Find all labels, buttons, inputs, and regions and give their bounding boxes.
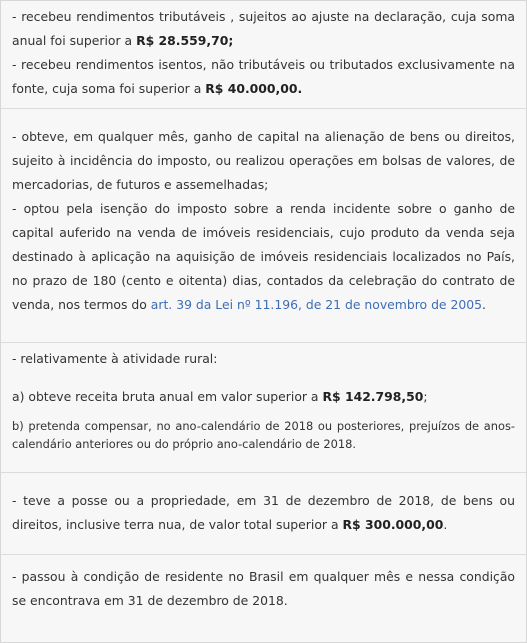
criterion-taxable-income xyxy=(12,5,515,53)
criterion-row-capital-gain xyxy=(1,125,526,343)
criterion-text: - teve a posse ou a propriedade, em 31 de dezembro de 2018, de bens ou direitos, inclusive terra nua, de valor total superior a xyxy=(12,493,515,532)
criterion-rural-a xyxy=(12,385,515,409)
criterion-text: a) obteve receita bruta anual em valor superior a xyxy=(12,389,323,404)
criterion-rural-b: b) pretenda compensar, no ano-calendário de 2018 ou posteriores, prejuízos de anos-calendário anteriores ou do próprio ano-calendário de 2018. xyxy=(12,419,515,451)
criterion-assets xyxy=(12,489,515,537)
criterion-row-rural xyxy=(1,347,526,473)
criterion-text: - recebeu rendimentos isentos, não tributáveis ou tributados exclusivamente na fonte, cuja soma foi superior a xyxy=(12,57,515,96)
criterion-text: - optou pela isenção do imposto sobre a renda incidente sobre o ganho de capital auferido na venda de imóveis residenciais, cujo produto da venda seja destinado à aplicação na aquisição de imóveis residenciais localizados no País, no prazo de 180 (cento e oitenta) dias, contados da celebração do contrato de venda, nos termos do xyxy=(12,201,515,312)
criterion-rural-heading: - relativamente à atividade rural: xyxy=(12,351,218,366)
criterion-row-residency xyxy=(1,565,526,641)
criterion-value: R$ 300.000,00 xyxy=(342,517,444,532)
criterion-row-income xyxy=(1,5,526,109)
criterion-row-assets xyxy=(1,489,526,555)
criterion-residency: - passou à condição de residente no Brasil em qualquer mês e nessa condição se encontrava em 31 de dezembro de 2018. xyxy=(12,569,515,608)
law-reference-link[interactable]: art. 39 da Lei nº 11.196, de 21 de novembro de 2005 xyxy=(150,297,483,312)
criterion-value: R$ 28.559,70; xyxy=(136,33,234,48)
criterion-capital-gain: - obteve, em qualquer mês, ganho de capital na alienação de bens ou direitos, sujeito à incidência do imposto, ou realizou operações em bolsas de valores, de mercadorias, de futuros e assemelhadas; xyxy=(12,129,515,192)
criterion-value: R$ 40.000,00. xyxy=(205,81,303,96)
criterion-end: ; xyxy=(423,389,428,404)
criterion-text: - recebeu rendimentos tributáveis , sujeitos ao ajuste na declaração, cuja soma anual foi superior a xyxy=(12,9,515,48)
criterion-real-estate-exemption xyxy=(12,197,515,317)
criterion-value: R$ 142.798,50 xyxy=(322,389,424,404)
criterion-end: . xyxy=(443,517,448,532)
criterion-end: . xyxy=(482,297,486,312)
criterion-exempt-income xyxy=(12,53,515,101)
